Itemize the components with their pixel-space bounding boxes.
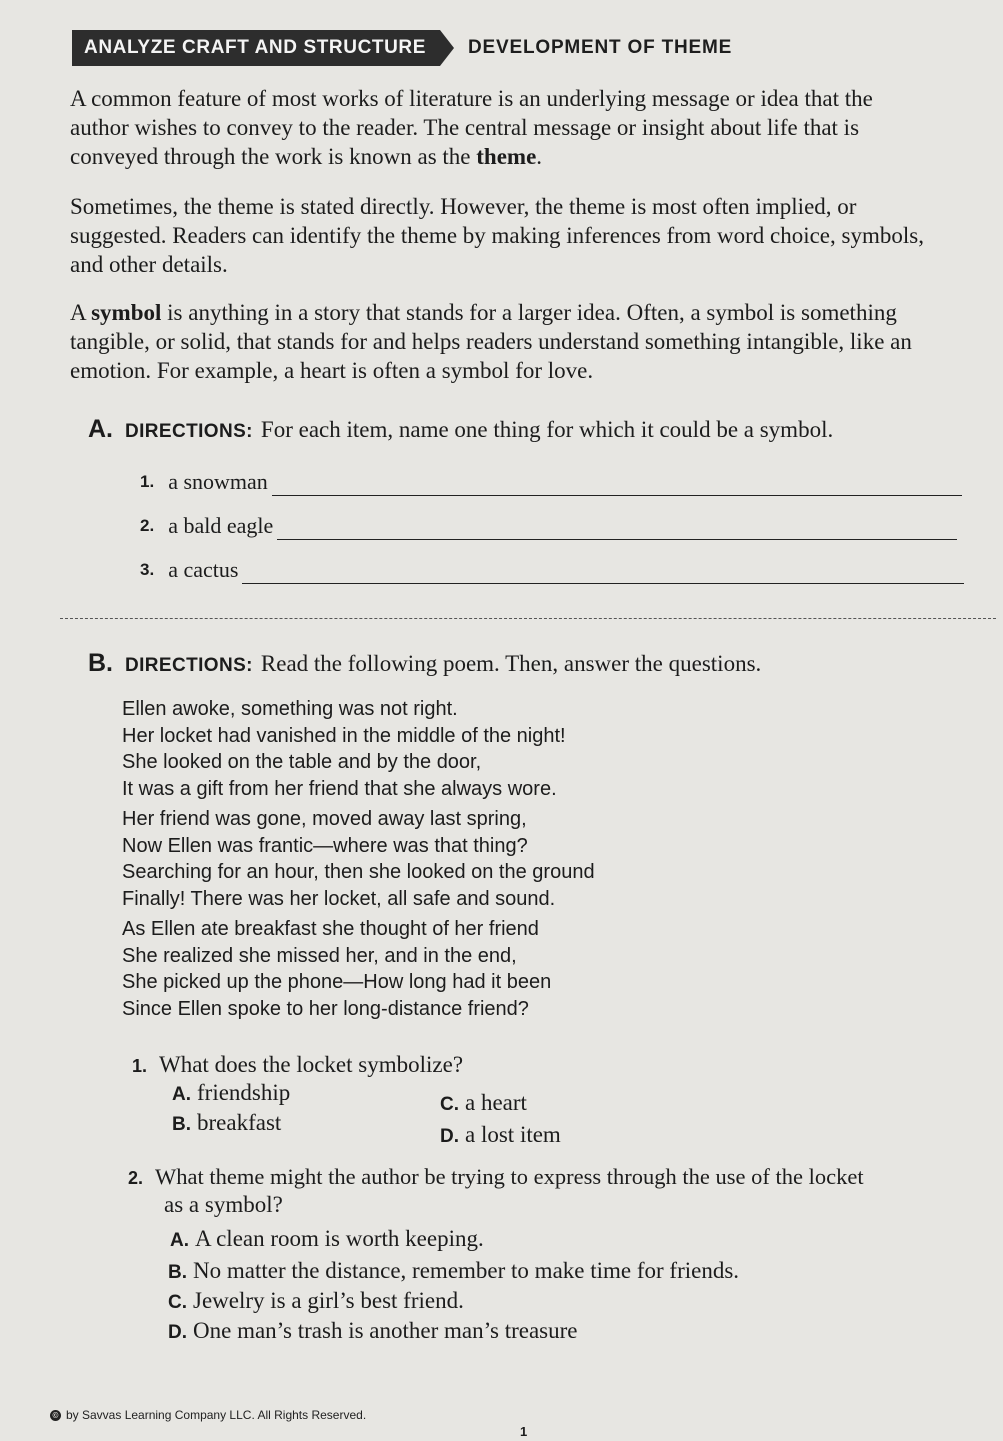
poem-line: Searching for an hour, then she looked on the ground xyxy=(122,861,595,883)
q2-option-c[interactable]: C. Jewelry is a girl’s best friend. xyxy=(168,1288,464,1313)
section-b-letter: B. xyxy=(88,649,113,677)
section-a-label: DIRECTIONS: xyxy=(125,421,253,442)
term-symbol: symbol xyxy=(91,300,162,325)
intro-paragraph-2: Sometimes, the theme is stated directly. However, the theme is most often implied, or suggested. Readers can identify the theme by making inferences from word choice, symbols, and other details. xyxy=(70,194,924,277)
poem-line: It was a gift from her friend that she always wore. xyxy=(122,777,557,800)
question-2: 2. What theme might the author be trying to express through the use of the locket xyxy=(128,1164,864,1189)
item-2: 2. a bald eagle xyxy=(140,512,957,540)
header-tab: ANALYZE CRAFT AND STRUCTURE xyxy=(72,30,440,66)
section-b-directions xyxy=(88,648,761,681)
poem-stanza-3 xyxy=(122,916,742,1022)
header xyxy=(72,30,732,66)
item-3: 3. a cactus xyxy=(140,556,964,584)
poem-line: Since Ellen spoke to her long-distance friend? xyxy=(122,997,529,1020)
intro-paragraph-1: A common feature of most works of literature is an underlying message or idea that the author wishes to convey to the reader. The central message or insight about life that is conveyed through the work is known as the theme. xyxy=(70,86,873,169)
q1-option-d[interactable]: D. a lost item xyxy=(440,1122,561,1147)
q2-option-a[interactable]: A. A clean room is worth keeping. xyxy=(170,1226,484,1251)
header-subtitle: DEVELOPMENT OF THEME xyxy=(468,37,733,58)
page-number: 1 xyxy=(520,1424,528,1439)
section-a-letter: A. xyxy=(88,415,113,443)
poem-line: Her locket had vanished in the middle of the night! xyxy=(122,724,566,747)
copyright-icon: © xyxy=(50,1410,61,1421)
section-b-label: DIRECTIONS: xyxy=(125,655,253,676)
poem-line: As Ellen ate breakfast she thought of her friend xyxy=(122,918,539,940)
answer-blank-1[interactable] xyxy=(272,473,962,496)
poem-line: She looked on the table and by the door, xyxy=(122,751,482,773)
section-b-text: Read the following poem. Then, answer the questions. xyxy=(260,651,762,676)
poem xyxy=(122,696,742,1026)
poem-line: Finally! There was her locket, all safe and sound. xyxy=(122,887,556,910)
answer-blank-3[interactable] xyxy=(242,561,964,584)
poem-line: Now Ellen was frantic—where was that thing? xyxy=(122,834,528,857)
term-theme: theme xyxy=(476,144,537,169)
poem-line: She realized she missed her, and in the end, xyxy=(122,944,517,967)
poem-stanza-1 xyxy=(122,696,742,802)
footer xyxy=(50,1408,366,1422)
section-divider xyxy=(60,618,996,619)
section-a-text: For each item, name one thing for which it could be a symbol. xyxy=(260,417,834,442)
q1-option-b[interactable]: B. breakfast xyxy=(172,1110,282,1135)
q1-option-c[interactable]: C. a heart xyxy=(440,1090,527,1115)
question-2-line-2: as a symbol? xyxy=(164,1192,283,1217)
item-1: 1. a snowman xyxy=(140,468,962,496)
question-1: 1. What does the locket symbolize? xyxy=(132,1052,464,1077)
copyright-text: by Savvas Learning Company LLC. All Rights Reserved. xyxy=(66,1408,367,1422)
q2-option-b[interactable]: B. No matter the distance, remember to make time for friends. xyxy=(168,1258,740,1283)
answer-blank-2[interactable] xyxy=(277,517,957,540)
q1-option-a[interactable]: A. friendship xyxy=(172,1080,291,1105)
poem-stanza-2 xyxy=(122,806,742,912)
poem-line: Her friend was gone, moved away last spring, xyxy=(122,808,527,830)
intro-paragraph-3: A symbol is anything in a story that stands for a larger idea. Often, a symbol is something tangible, or solid, that stands for and helps readers understand something intangible, like an emotion. For example, a heart is often a symbol for love. xyxy=(70,300,912,383)
poem-line: Ellen awoke, something was not right. xyxy=(122,698,458,720)
poem-line: She picked up the phone—How long had it been xyxy=(122,971,552,993)
section-a-directions xyxy=(88,414,833,447)
q2-option-d[interactable]: D. One man’s trash is another man’s treasure xyxy=(168,1318,578,1343)
